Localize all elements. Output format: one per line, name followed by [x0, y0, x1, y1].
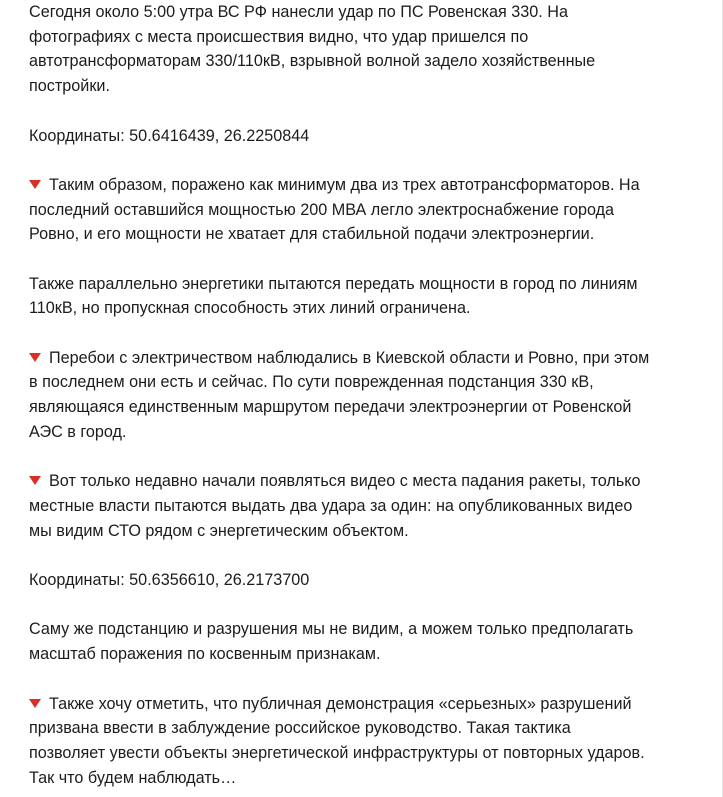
text-line: призвана ввести в заблуждение российское руководство. Такая тактика: [29, 719, 571, 738]
paragraph-gap: [29, 321, 719, 346]
bullet-paragraph-line: [29, 692, 719, 717]
red-triangle-down-icon: [29, 476, 41, 485]
message-text: [29, 0, 719, 790]
red-triangle-down-icon: [29, 180, 41, 189]
paragraph-gap: [29, 148, 719, 173]
text-line: Таким образом, поражено как минимум два из трех автотрансформаторов. На: [49, 175, 640, 194]
paragraph-gap: [29, 543, 719, 568]
text-line: Перебои с электричеством наблюдались в Киевской области и Ровно, при этом: [49, 348, 650, 367]
text-line: фотографиях с места происшествия видно, что удар пришелся по: [29, 27, 529, 46]
text-line: масштаб поражения по косвенным признакам.: [29, 645, 381, 664]
coordinates-line: Координаты: 50.6356610, 26.2173700: [29, 571, 310, 590]
text-line: Сегодня около 5:00 утра ВС РФ нанесли удар по ПС Ровенская 330. На: [29, 3, 568, 21]
paragraph-gap: [29, 99, 719, 124]
text-line: мы видим СТО рядом с энергетическим объектом.: [29, 521, 409, 540]
text-line: Так что будем наблюдать…: [29, 768, 237, 787]
text-line: Саму же подстанцию и разрушения мы не видим, а можем только предполагать: [29, 620, 634, 639]
text-line: автотрансформаторам 330/110кВ, взрывной волной задело хозяйственные: [29, 52, 596, 71]
text-line: Вот только недавно начали появляться видео с места падания ракеты, только: [49, 472, 641, 491]
text-line: позволяет увести объекты энергетической инфраструктуры от повторных ударов.: [29, 743, 645, 762]
coordinates-line: Координаты: 50.6416439, 26.2250844: [29, 126, 310, 145]
text-line: последний оставшийся мощностью 200 МВА легло электроснабжение города: [29, 200, 615, 219]
text-line: являющаяся единственным маршрутом передачи электроэнергии от Ровенской: [29, 398, 632, 417]
paragraph-gap: [29, 667, 719, 692]
bullet-paragraph-line: [29, 346, 719, 371]
red-triangle-down-icon: [29, 353, 41, 362]
text-line: в последнем они есть и сейчас. По сути поврежденная подстанция 330 кВ,: [29, 373, 594, 392]
bullet-paragraph-line: [29, 173, 719, 198]
red-triangle-down-icon: [29, 699, 41, 708]
text-line: Также параллельно энергетики пытаются передать мощности в город по линиям: [29, 274, 638, 293]
paragraph-gap: [29, 593, 719, 618]
text-line: 110кВ, но пропускная способность этих линий ограничена.: [29, 299, 471, 318]
bullet-paragraph-line: [29, 469, 719, 494]
text-line: Ровно, и его мощности не хватает для стабильной подачи электроэнергии.: [29, 225, 595, 244]
paragraph-gap: [29, 247, 719, 272]
paragraph-gap: [29, 445, 719, 470]
text-line: Также хочу отметить, что публичная демонстрация «серьезных» разрушений: [49, 694, 632, 713]
text-line: местные власти пытаются выдать два удара за один: на опубликованных видео: [29, 496, 633, 515]
text-line: постройки.: [29, 77, 110, 96]
text-line: АЭС в город.: [29, 422, 127, 441]
